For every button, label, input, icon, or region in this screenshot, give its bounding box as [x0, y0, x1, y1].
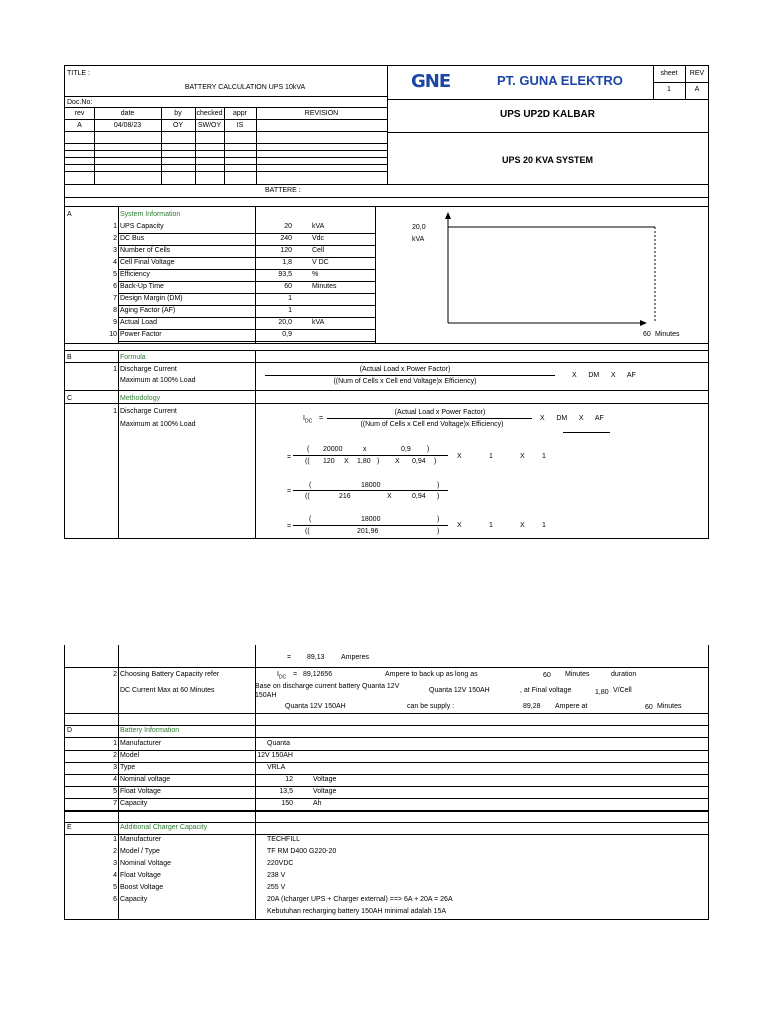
- section-b-no: 1: [113, 366, 117, 373]
- base-text2: 150AH: [255, 692, 277, 699]
- charger-row-value: TECHFILL: [267, 836, 301, 843]
- system-row-label: UPS Capacity: [120, 223, 164, 230]
- section-b-heading: Formula: [120, 354, 146, 361]
- step2-eq: =: [287, 488, 292, 495]
- battery-row-label: Type: [120, 764, 136, 771]
- formula-tail: X DM X AF: [572, 372, 636, 379]
- step1-den-close2: ): [434, 458, 437, 465]
- charger-row-value: 255 V: [267, 884, 286, 891]
- section-b-line2: Maximum at 100% Load: [120, 377, 196, 384]
- step3-eq: =: [287, 523, 292, 530]
- step2-den-close: ): [437, 493, 440, 500]
- step3-num-close: ): [437, 516, 440, 523]
- base-model: Quanta 12V 150AH: [429, 687, 490, 694]
- system-row-unit: V DC: [312, 259, 329, 266]
- charger-note: Kebutuhan recharging battery 150AH minimal adalah 15A: [267, 908, 447, 915]
- battery-row-value: 12: [285, 776, 293, 783]
- step1-den-x: X: [344, 458, 349, 465]
- charger-row-value: 238 V: [267, 872, 286, 879]
- step1-den-eff: 0,94: [412, 458, 426, 465]
- section-c-heading: Methodology: [120, 395, 161, 402]
- battery-row-label: Capacity: [120, 800, 148, 807]
- charger-row-label: Nominal Voltage: [120, 860, 171, 867]
- supply-unit: Ampere at: [555, 703, 588, 710]
- step3-tail-dm: 1: [489, 522, 493, 529]
- battery-row-no: 5: [113, 788, 117, 795]
- system-row-no: 10: [109, 331, 117, 338]
- step1-tail-x2: X: [520, 453, 525, 460]
- idc-symbol: $I_{DC}$: [303, 415, 313, 425]
- step1-den-close1: ): [377, 458, 380, 465]
- system-row-label: Number of Cells: [120, 247, 171, 254]
- charger-row-value: 20A (Icharger UPS + Charger external) ==> 6A + 20A = 26A: [267, 896, 453, 903]
- section-e-letter: E: [67, 824, 72, 831]
- rev-row-rev: A: [77, 122, 82, 129]
- step2-num-open: (: [309, 482, 312, 489]
- battery-row-no: 2: [113, 752, 117, 759]
- step1-den-cev: 1,80: [357, 458, 371, 465]
- choose-label1: Choosing Battery Capacity refer: [120, 671, 220, 678]
- step1-num-load: 20000: [323, 446, 343, 453]
- charger-row-label: Capacity: [120, 896, 148, 903]
- step1-num-open: (: [307, 446, 310, 453]
- system-row-value: 60: [284, 283, 292, 290]
- charger-row-value: TF RM D400 G220-20: [267, 848, 337, 855]
- step1-den-open: ((: [305, 458, 310, 465]
- formula-numerator: (Actual Load x Power Factor): [359, 366, 451, 373]
- system-row-label: Cell Final Voltage: [120, 259, 175, 266]
- battery-row-no: 7: [113, 800, 117, 807]
- system-row-label: Aging Factor (AF): [120, 307, 176, 314]
- system-row-value: 93,5: [278, 271, 292, 278]
- step1-tail-x1: X: [457, 453, 462, 460]
- col-rev: rev: [74, 110, 85, 117]
- step2-den-eff: 0,94: [412, 493, 426, 500]
- charger-row-no: 4: [113, 872, 117, 879]
- rev-row-appr: IS: [236, 122, 244, 129]
- system-row-label: Back-Up Time: [120, 283, 164, 290]
- charger-row-no: 6: [113, 896, 117, 903]
- step3-num-open: (: [309, 516, 312, 523]
- system-row-no: 4: [113, 259, 117, 266]
- battere-label: BATTERE :: [265, 187, 301, 194]
- graph-time-unit: Minutes: [655, 331, 680, 338]
- step2-den-open: ((: [305, 493, 310, 500]
- sheet-value: 1: [667, 86, 671, 93]
- section-c-no: 1: [113, 408, 117, 415]
- col-revision: REVISION: [304, 110, 339, 117]
- result-value: 89,13: [307, 654, 325, 661]
- system-row-value: 240: [280, 235, 292, 242]
- step1-num-close: ): [427, 446, 430, 453]
- title-label: TITLE :: [67, 70, 90, 77]
- battery-row-value: 13,5: [279, 788, 293, 795]
- choose-idc-value: 89,12656: [303, 671, 333, 678]
- system-row-label: DC Bus: [120, 235, 145, 242]
- method-numerator: (Actual Load x Power Factor): [394, 409, 486, 416]
- final-text: , at Final voltage: [520, 687, 572, 694]
- idc-eq: =: [319, 415, 324, 422]
- company-name: PT. GUNA ELEKTRO: [497, 73, 623, 88]
- battery-row-unit: Ah: [313, 800, 322, 807]
- final-value: 1,80: [595, 689, 609, 696]
- backup-text: Ampere to back up as long as: [385, 671, 478, 678]
- system-row-no: 7: [113, 295, 117, 302]
- step2-den-value: 216: [339, 493, 351, 500]
- final-unit: V/Cell: [613, 687, 632, 694]
- step1-tail-dm: 1: [489, 453, 493, 460]
- col-checked: checked: [196, 110, 223, 117]
- system-row-unit: Minutes: [312, 283, 337, 290]
- system-row-label: Power Factor: [120, 331, 162, 338]
- system-row-value: 0,9: [282, 331, 292, 338]
- charger-row-label: Model / Type: [120, 848, 160, 855]
- step2-den-x: X: [387, 493, 392, 500]
- charger-row-no: 2: [113, 848, 117, 855]
- graph-time: 60: [643, 331, 651, 338]
- backup-value: 60: [543, 672, 551, 679]
- section-d-letter: D: [67, 727, 73, 734]
- system-row-label: Actual Load: [120, 319, 157, 326]
- system-row-no: 9: [113, 319, 117, 326]
- method-tail: X DM X AF: [540, 415, 604, 422]
- section-c-line2: Maximum at 100% Load: [120, 421, 196, 428]
- system-row-no: 8: [113, 307, 117, 314]
- rev-label: REV: [689, 70, 705, 77]
- system-row-value: 20,0: [278, 319, 292, 326]
- section-b-line1: Discharge Current: [120, 366, 177, 373]
- section-e-heading: Additional Charger Capacity: [120, 824, 208, 831]
- system-row-value: 1: [288, 307, 292, 314]
- section-c-letter: C: [67, 395, 73, 402]
- backup-unit: Minutes: [565, 671, 590, 678]
- step3-tail-x1: X: [457, 522, 462, 529]
- step1-den-cells: 120: [323, 458, 335, 465]
- choose-idc: $I_{DC}$: [277, 671, 287, 681]
- sheet-page-1: [64, 65, 709, 539]
- section-b-letter: B: [67, 354, 72, 361]
- company-logo: GNE: [411, 71, 451, 92]
- battery-row-no: 4: [113, 776, 117, 783]
- sheet-label: sheet: [660, 70, 678, 77]
- step3-tail-af: 1: [542, 522, 546, 529]
- step3-den-value: 201,96: [357, 528, 379, 535]
- system-row-value: 1: [288, 295, 292, 302]
- graph-value: 20,0: [412, 224, 426, 231]
- graph-unit: kVA: [412, 236, 425, 243]
- battery-row-no: 3: [113, 764, 117, 771]
- supply-text: can be supply :: [407, 703, 455, 710]
- section-a-letter: A: [67, 211, 72, 218]
- charger-row-label: Float Voltage: [120, 872, 161, 879]
- supply-time: 60: [645, 704, 653, 711]
- battery-row-unit: Voltage: [313, 776, 337, 783]
- section-c-line1: Discharge Current: [120, 408, 177, 415]
- rev-row-checked: SW/OY: [197, 122, 222, 129]
- system-row-no: 5: [113, 271, 117, 278]
- battery-row-label: Float Voltage: [120, 788, 161, 795]
- system-row-unit: Cell: [312, 247, 325, 254]
- system-row-value: 20: [284, 223, 292, 230]
- system-row-unit: %: [312, 271, 319, 278]
- sheet-page-2: [64, 645, 709, 920]
- charger-row-label: Manufacturer: [120, 836, 162, 843]
- step1-den-x2: X: [395, 458, 400, 465]
- system-row-unit: kVA: [312, 223, 325, 230]
- choose-idc-eq: =: [293, 671, 298, 678]
- step1-eq: =: [287, 454, 292, 461]
- result-eq: =: [287, 654, 292, 661]
- system-name: UPS 20 KVA SYSTEM: [501, 155, 594, 165]
- method-denominator: ((Num of Cells x Cell end Voltage)x Efficiency): [360, 421, 504, 428]
- choose-no: 2: [113, 671, 117, 678]
- formula-denominator: ((Num of Cells x Cell end Voltage)x Efficiency): [333, 378, 477, 385]
- battery-row-no: 1: [113, 740, 117, 747]
- document-title: BATTERY CALCULATION UPS 10kVA: [184, 84, 306, 91]
- step3-num-value: 18000: [361, 516, 381, 523]
- battery-row-unit: Voltage: [313, 788, 337, 795]
- step1-num-x: x: [363, 446, 367, 453]
- system-row-unit: Vdc: [312, 235, 325, 242]
- battery-row-value: Quanta: [267, 740, 290, 747]
- battery-row-value: VRLA: [267, 764, 286, 771]
- step3-tail-x2: X: [520, 522, 525, 529]
- section-d-heading: Battery Information: [120, 727, 180, 734]
- step3-den-open: ((: [305, 528, 310, 535]
- charger-row-no: 1: [113, 836, 117, 843]
- col-appr: appr: [232, 110, 247, 117]
- step1-tail-af: 1: [542, 453, 546, 460]
- system-row-no: 3: [113, 247, 117, 254]
- battery-row-value: 12V 150AH: [257, 752, 293, 759]
- step2-num-value: 18000: [361, 482, 381, 489]
- system-row-label: Design Margin (DM): [120, 295, 183, 302]
- backup-end: duration: [611, 671, 637, 678]
- supply-time-unit: Minutes: [657, 703, 682, 710]
- col-by: by: [174, 110, 182, 117]
- col-date: date: [120, 110, 135, 117]
- choose-label2: DC Current Max at 60 Minutes: [120, 687, 215, 694]
- system-row-label: Efficiency: [120, 271, 150, 278]
- system-row-value: 1,8: [282, 259, 292, 266]
- project-name: UPS UP2D KALBAR: [499, 109, 595, 120]
- rev-row-date: 04/08/23: [113, 122, 142, 129]
- system-row-no: 6: [113, 283, 117, 290]
- rev-value: A: [694, 86, 700, 93]
- charger-row-label: Boost Voltage: [120, 884, 164, 891]
- result-unit: Amperes: [341, 654, 370, 661]
- system-row-no: 2: [113, 235, 117, 242]
- supply-model: Quanta 12V 150AH: [285, 703, 346, 710]
- supply-value: 89,28: [523, 703, 541, 710]
- base-text1: Base on discharge current battery Quanta 12V: [255, 683, 400, 690]
- load-graph: [435, 211, 665, 336]
- section-a-heading: System Information: [120, 211, 181, 218]
- step3-den-close: ): [437, 528, 440, 535]
- step2-num-close: ): [437, 482, 440, 489]
- system-row-no: 1: [113, 223, 117, 230]
- battery-row-label: Manufacturer: [120, 740, 162, 747]
- step1-num-pf: 0,9: [401, 446, 411, 453]
- battery-row-value: 150: [281, 800, 293, 807]
- docno-label: Doc.No:: [67, 99, 93, 106]
- system-row-unit: kVA: [312, 319, 325, 326]
- battery-row-label: Model: [120, 752, 140, 759]
- charger-row-no: 5: [113, 884, 117, 891]
- charger-row-value: 220VDC: [267, 860, 294, 867]
- charger-row-no: 3: [113, 860, 117, 867]
- battery-row-label: Nominal voltage: [120, 776, 171, 783]
- system-row-value: 120: [280, 247, 292, 254]
- rev-row-by: OY: [172, 122, 184, 129]
